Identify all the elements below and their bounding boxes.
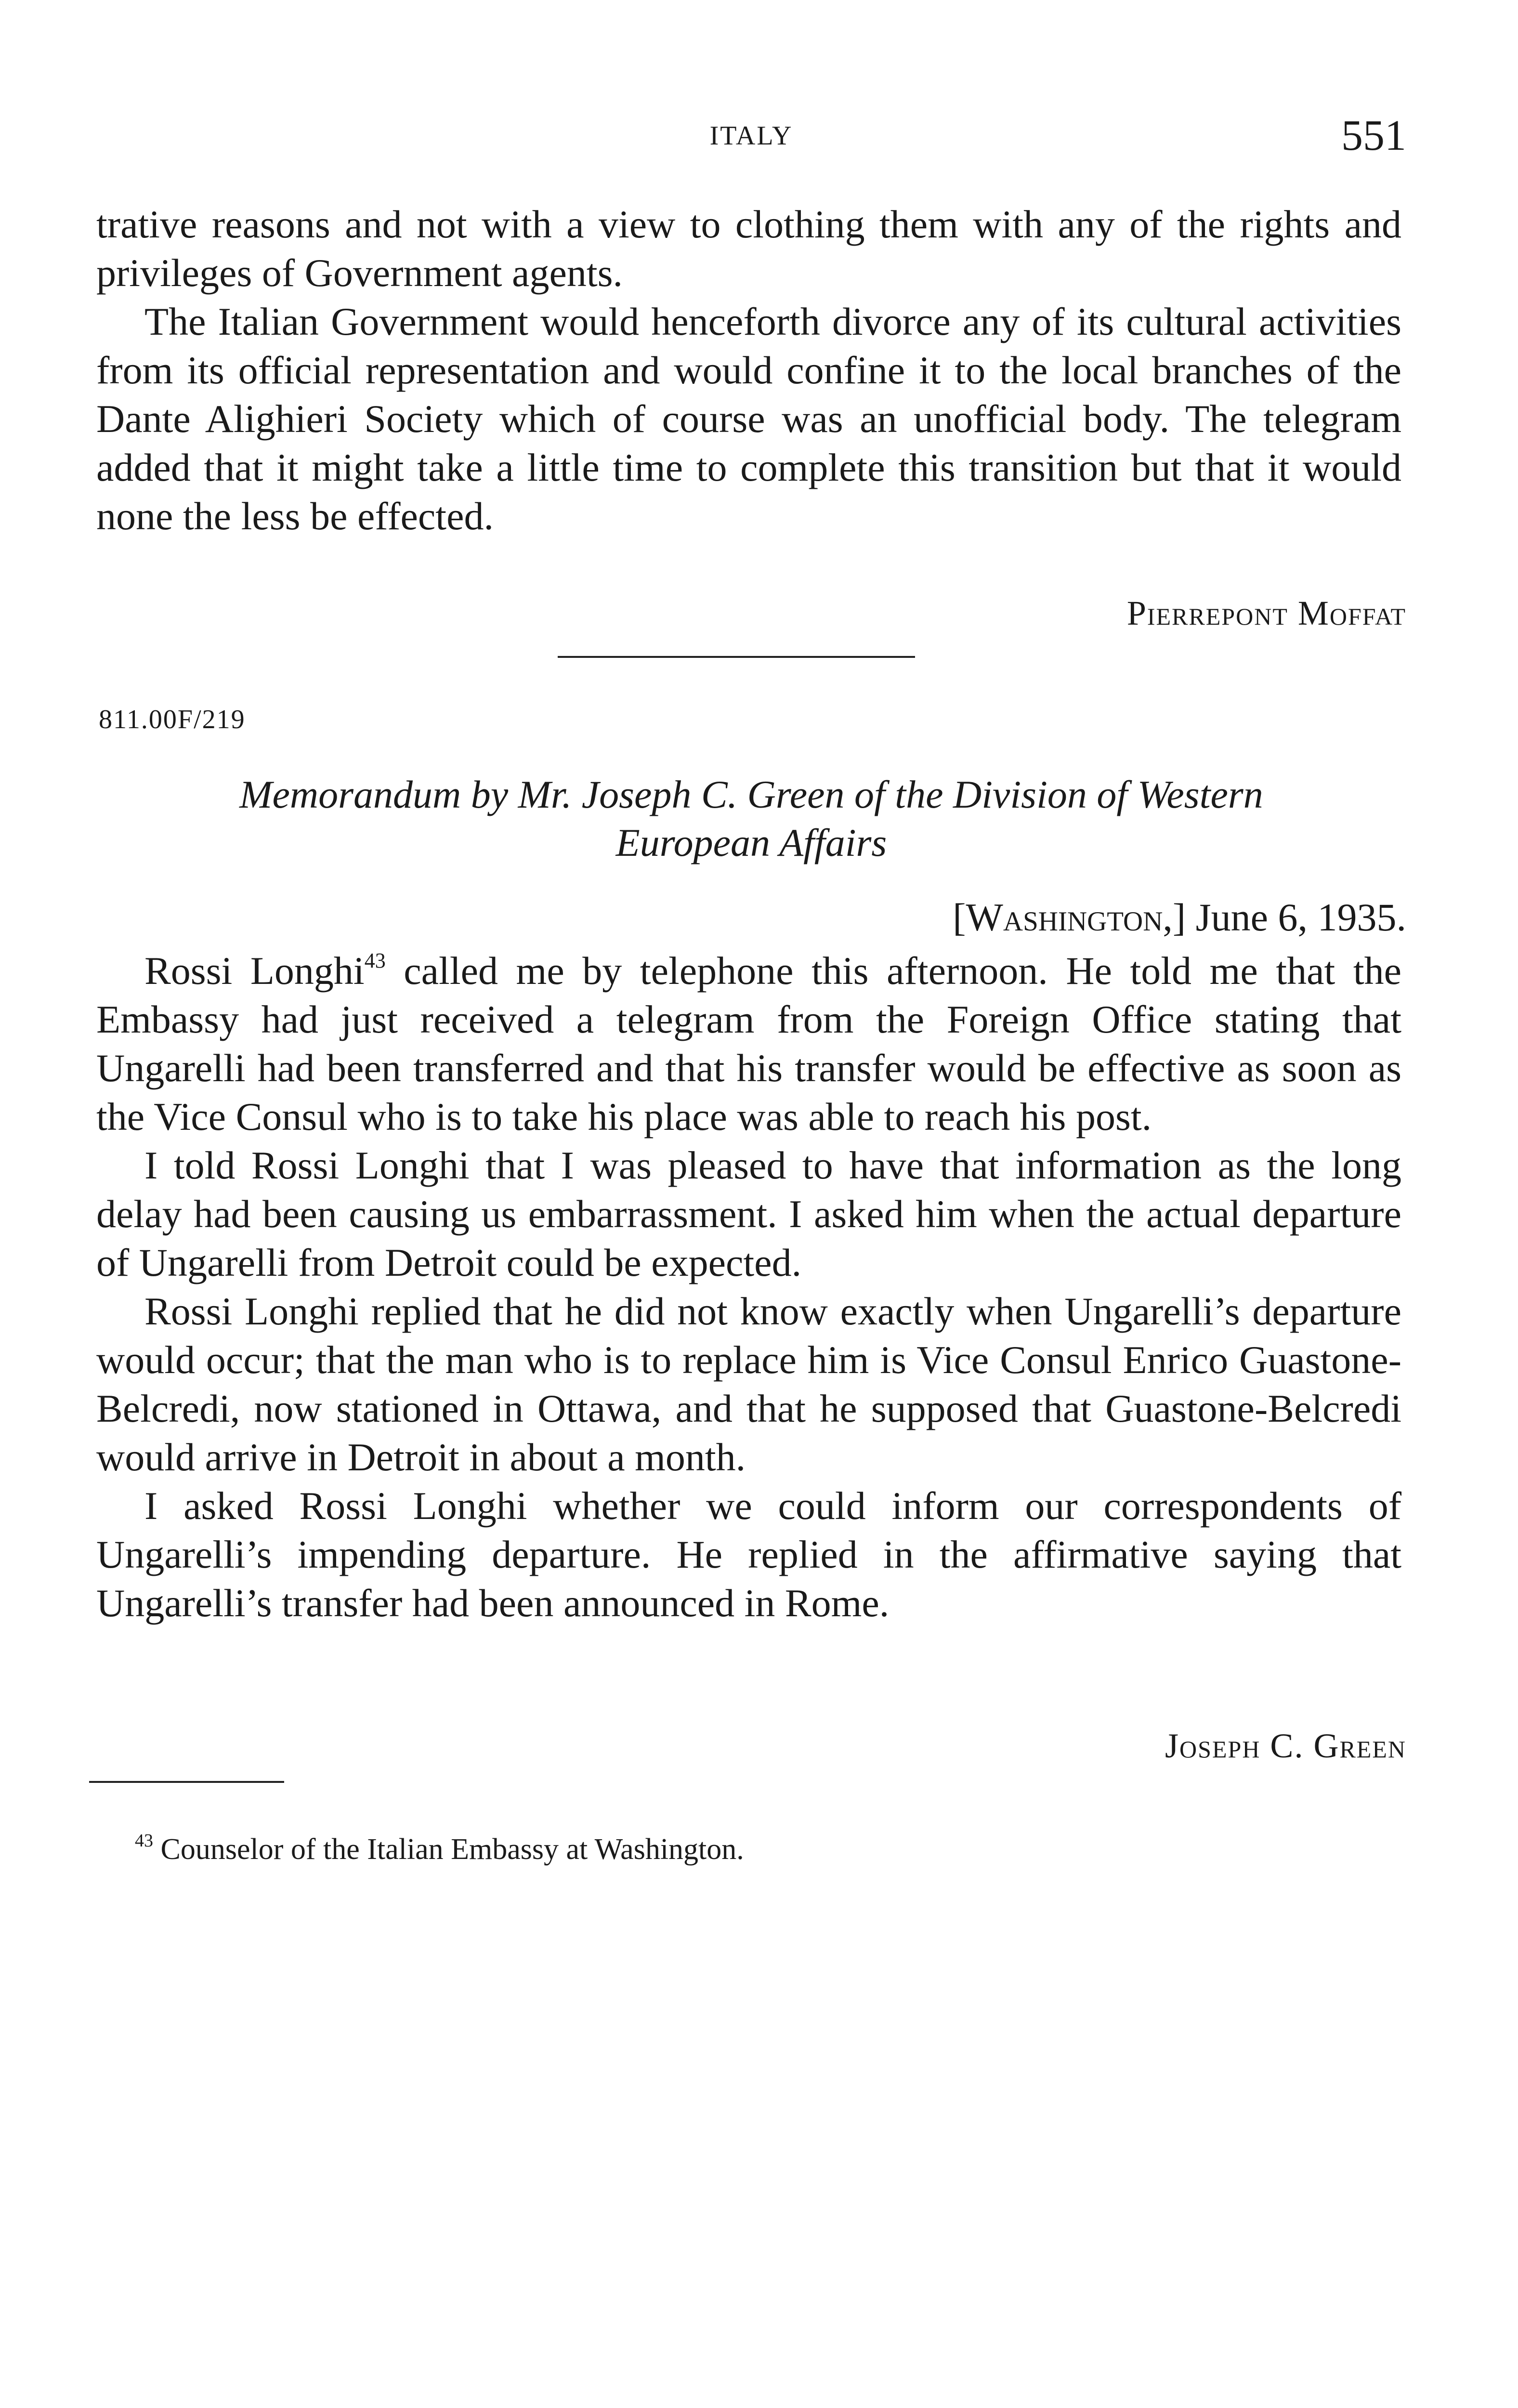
- body-paragraph: [96, 946, 1401, 1141]
- paragraph-text: Rossi Longhi: [144, 949, 365, 993]
- document-title-line: Memorandum by Mr. Joseph C. Green of the Division of Western: [239, 772, 1263, 816]
- document-title-line: European Affairs: [615, 821, 887, 864]
- continuation-paragraph: trative reasons and not with a view to clothing them with any of the rights and privileges of Government agents.: [96, 202, 1401, 295]
- footnote-rule: [89, 1781, 284, 1783]
- body-paragraph: I told Rossi Longhi that I was pleased to have that information as the long delay had been causing us embarrassment. I asked him when the actual departure of Ungarelli from Detroit could be expected.: [96, 1143, 1401, 1284]
- running-head: [96, 111, 1406, 169]
- page-number: 551: [1341, 112, 1406, 159]
- body-paragraph: Rossi Longhi replied that he did not know exactly when Ungarelli’s departure would occur; that the man who is to replace him is Vice Consul Enrico Guastone-Belcredi, now stationed in Ottawa, and that he supposed that Guastone-Belcredi would arrive in Detroit in about a month.: [96, 1289, 1401, 1479]
- dateline: [953, 895, 1406, 940]
- dateline-place: [Washington,]: [953, 895, 1186, 939]
- continuation-text: [96, 200, 1401, 540]
- continuation-paragraph: The Italian Government would henceforth divorce any of its cultural activities from its official representation and would confine it to the local branches of the Dante Alighieri Society which of course was an unofficial body. The telegram added that it might take a little time to complete this transition but that it would none the less be effected.: [96, 300, 1401, 538]
- footnote-ref[interactable]: 43: [364, 949, 386, 972]
- signature-moffat: Pierrepont Moffat: [1126, 594, 1406, 632]
- running-title: ITALY: [709, 121, 793, 151]
- footnote-number: 43: [135, 1831, 153, 1851]
- document-title: [96, 771, 1406, 867]
- section-divider: [558, 656, 915, 658]
- dateline-date: June 6, 1935.: [1195, 895, 1406, 939]
- signature-green: Joseph C. Green: [1165, 1727, 1406, 1765]
- footnote: [135, 1832, 744, 1867]
- paragraph-text: called me by telephone this afternoon. He told me that the Embassy had just received a telegram from the Foreign Office stating that Ungarelli had been transferred and that his transfer would be effective as soon as the Vice Consul who is to take his place was able to reach his post.: [96, 949, 1401, 1139]
- body-paragraph: I asked Rossi Longhi whether we could inform our correspondents of Ungarelli’s impending departure. He replied in the affirmative saying that Ungarelli’s transfer had been announced in Rome.: [96, 1484, 1401, 1625]
- memorandum-body: [96, 946, 1401, 1627]
- footnote-text: Counselor of the Italian Embassy at Washington.: [160, 1833, 744, 1866]
- file-number: 811.00F/219: [99, 705, 246, 734]
